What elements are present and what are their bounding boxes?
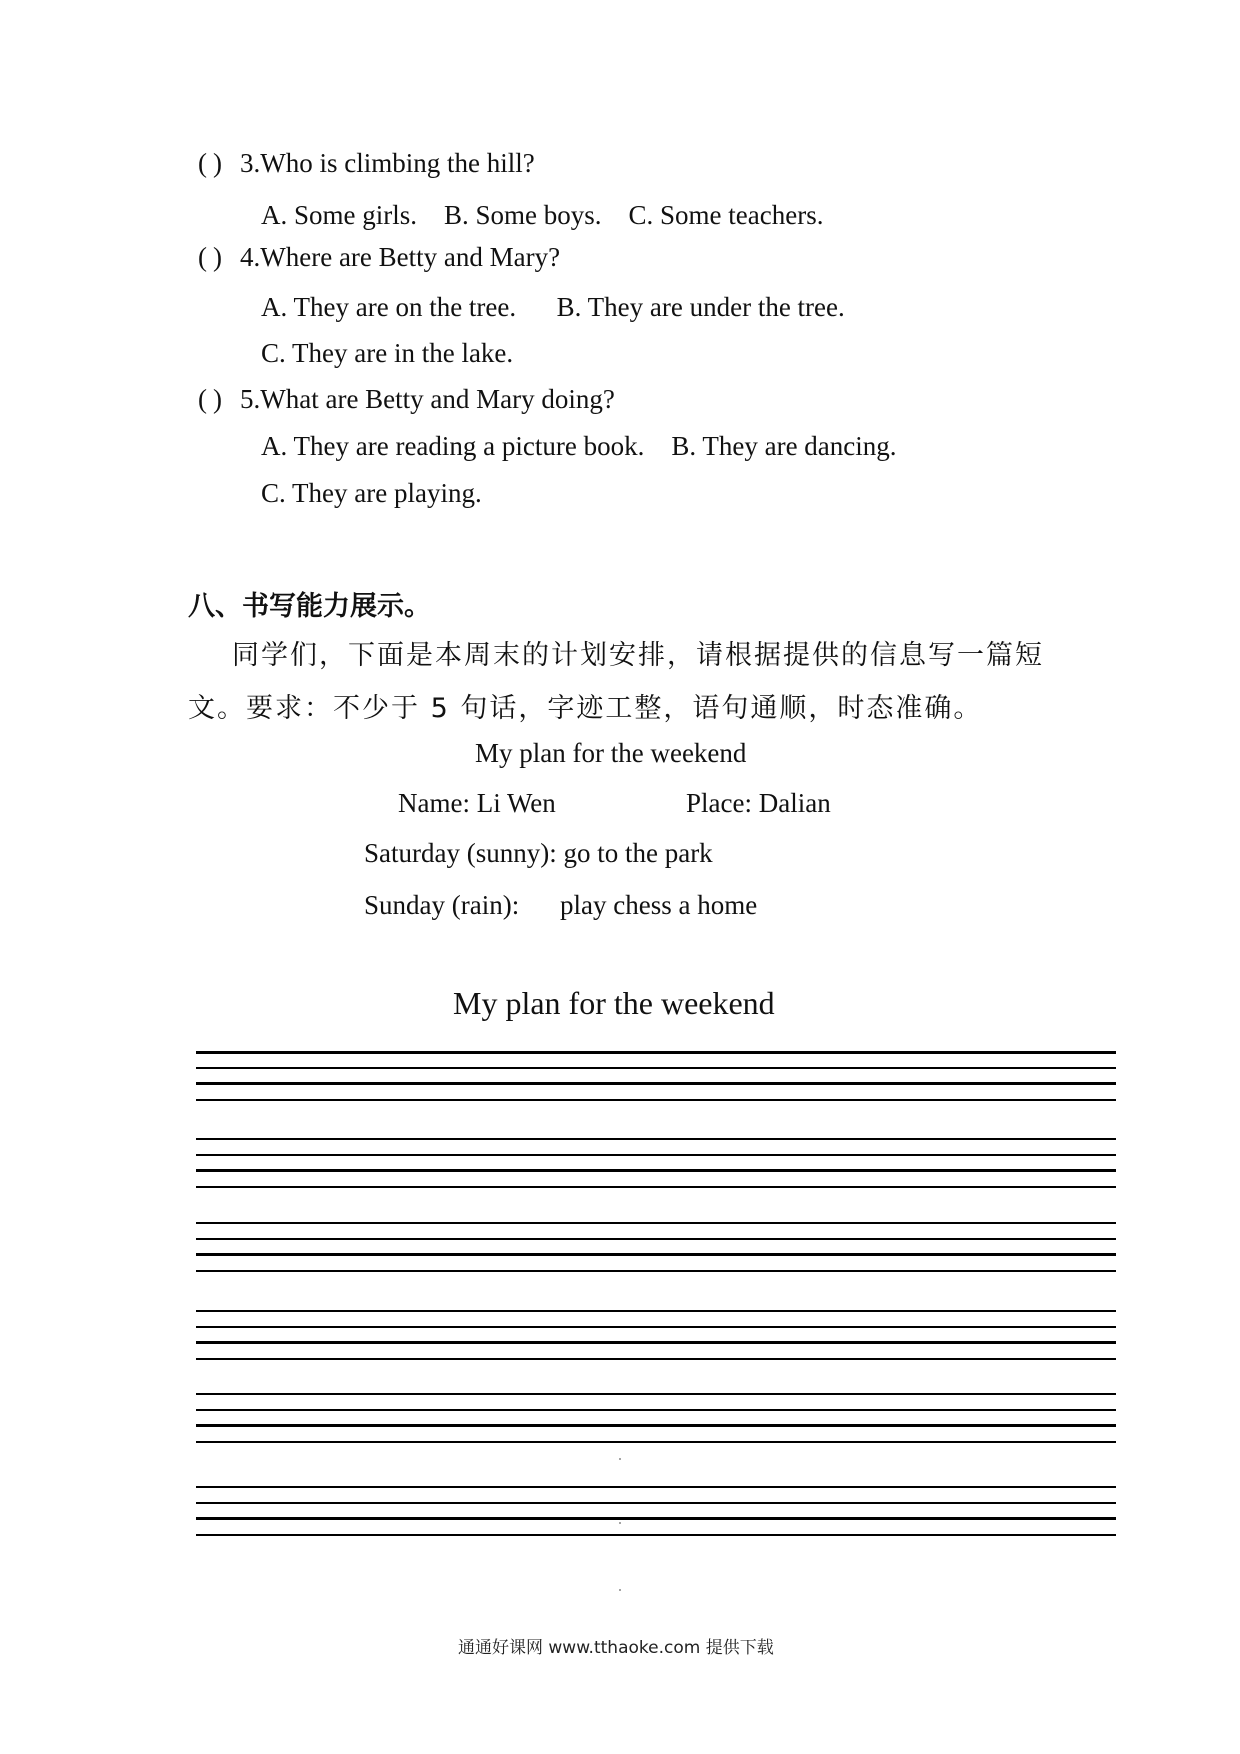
writing-line: [196, 1051, 1116, 1054]
answer-paren: (): [198, 148, 228, 178]
question-5: [198, 384, 615, 415]
instruction-line: 文。要求：不少于 5 句话，字迹工整，语句通顺，时态准确。: [188, 693, 983, 724]
writing-line: [196, 1138, 1116, 1140]
question-stem: 5.What are Betty and Mary doing?: [240, 384, 615, 414]
writing-line: [196, 1358, 1116, 1360]
plan-name: Name: Li Wen: [398, 788, 556, 818]
writing-line: [196, 1099, 1116, 1101]
question-options: A. Some girls. B. Some boys. C. Some teachers.: [261, 200, 824, 230]
writing-line: [196, 1253, 1116, 1256]
writing-line: [196, 1082, 1116, 1085]
answer-paren: (): [198, 384, 228, 414]
writing-line: [196, 1326, 1116, 1328]
question-options: A. They are on the tree. B. They are under the tree.: [261, 292, 845, 322]
writing-line: [196, 1441, 1116, 1443]
writing-line: [196, 1534, 1116, 1536]
question-options: A. They are reading a picture book. B. They are dancing.: [261, 431, 897, 461]
plan-title: My plan for the weekend: [475, 738, 747, 768]
writing-line: [196, 1186, 1116, 1188]
writing-line: [196, 1517, 1116, 1520]
question-options: C. They are playing.: [261, 478, 482, 508]
writing-line: [196, 1222, 1116, 1224]
question-stem: 4.Where are Betty and Mary?: [240, 242, 561, 272]
writing-line: [196, 1067, 1116, 1069]
scan-speck: [619, 1522, 621, 1524]
scan-speck: [619, 1458, 621, 1460]
writing-line: [196, 1341, 1116, 1344]
question-stem: 3.Who is climbing the hill?: [240, 148, 535, 178]
instruction-line: 同学们，下面是本周末的计划安排，请根据提供的信息写一篇短: [232, 640, 1044, 671]
writing-line: [196, 1409, 1116, 1411]
plan-place: Place: Dalian: [686, 788, 831, 818]
answer-paren: (): [198, 242, 228, 272]
writing-line: [196, 1270, 1116, 1272]
writing-line: [196, 1154, 1116, 1156]
plan-sunday-label: Sunday (rain):: [364, 890, 520, 920]
footer-text: 通通好课网 www.tthaoke.com 提供下载: [458, 1638, 774, 1658]
writing-line: [196, 1502, 1116, 1504]
question-3: [198, 148, 535, 179]
writing-line: [196, 1169, 1116, 1172]
writing-line: [196, 1393, 1116, 1395]
writing-line: [196, 1486, 1116, 1488]
writing-title: My plan for the weekend: [453, 985, 775, 1021]
plan-sunday-activity: play chess a home: [560, 890, 758, 920]
writing-line: [196, 1310, 1116, 1312]
writing-line: [196, 1238, 1116, 1240]
plan-saturday: Saturday (sunny): go to the park: [364, 838, 713, 868]
section-heading: 八、书写能力展示。: [188, 591, 431, 622]
scan-speck: [619, 1589, 621, 1591]
question-4: [198, 242, 560, 273]
question-options: C. They are in the lake.: [261, 338, 514, 368]
writing-line: [196, 1424, 1116, 1427]
